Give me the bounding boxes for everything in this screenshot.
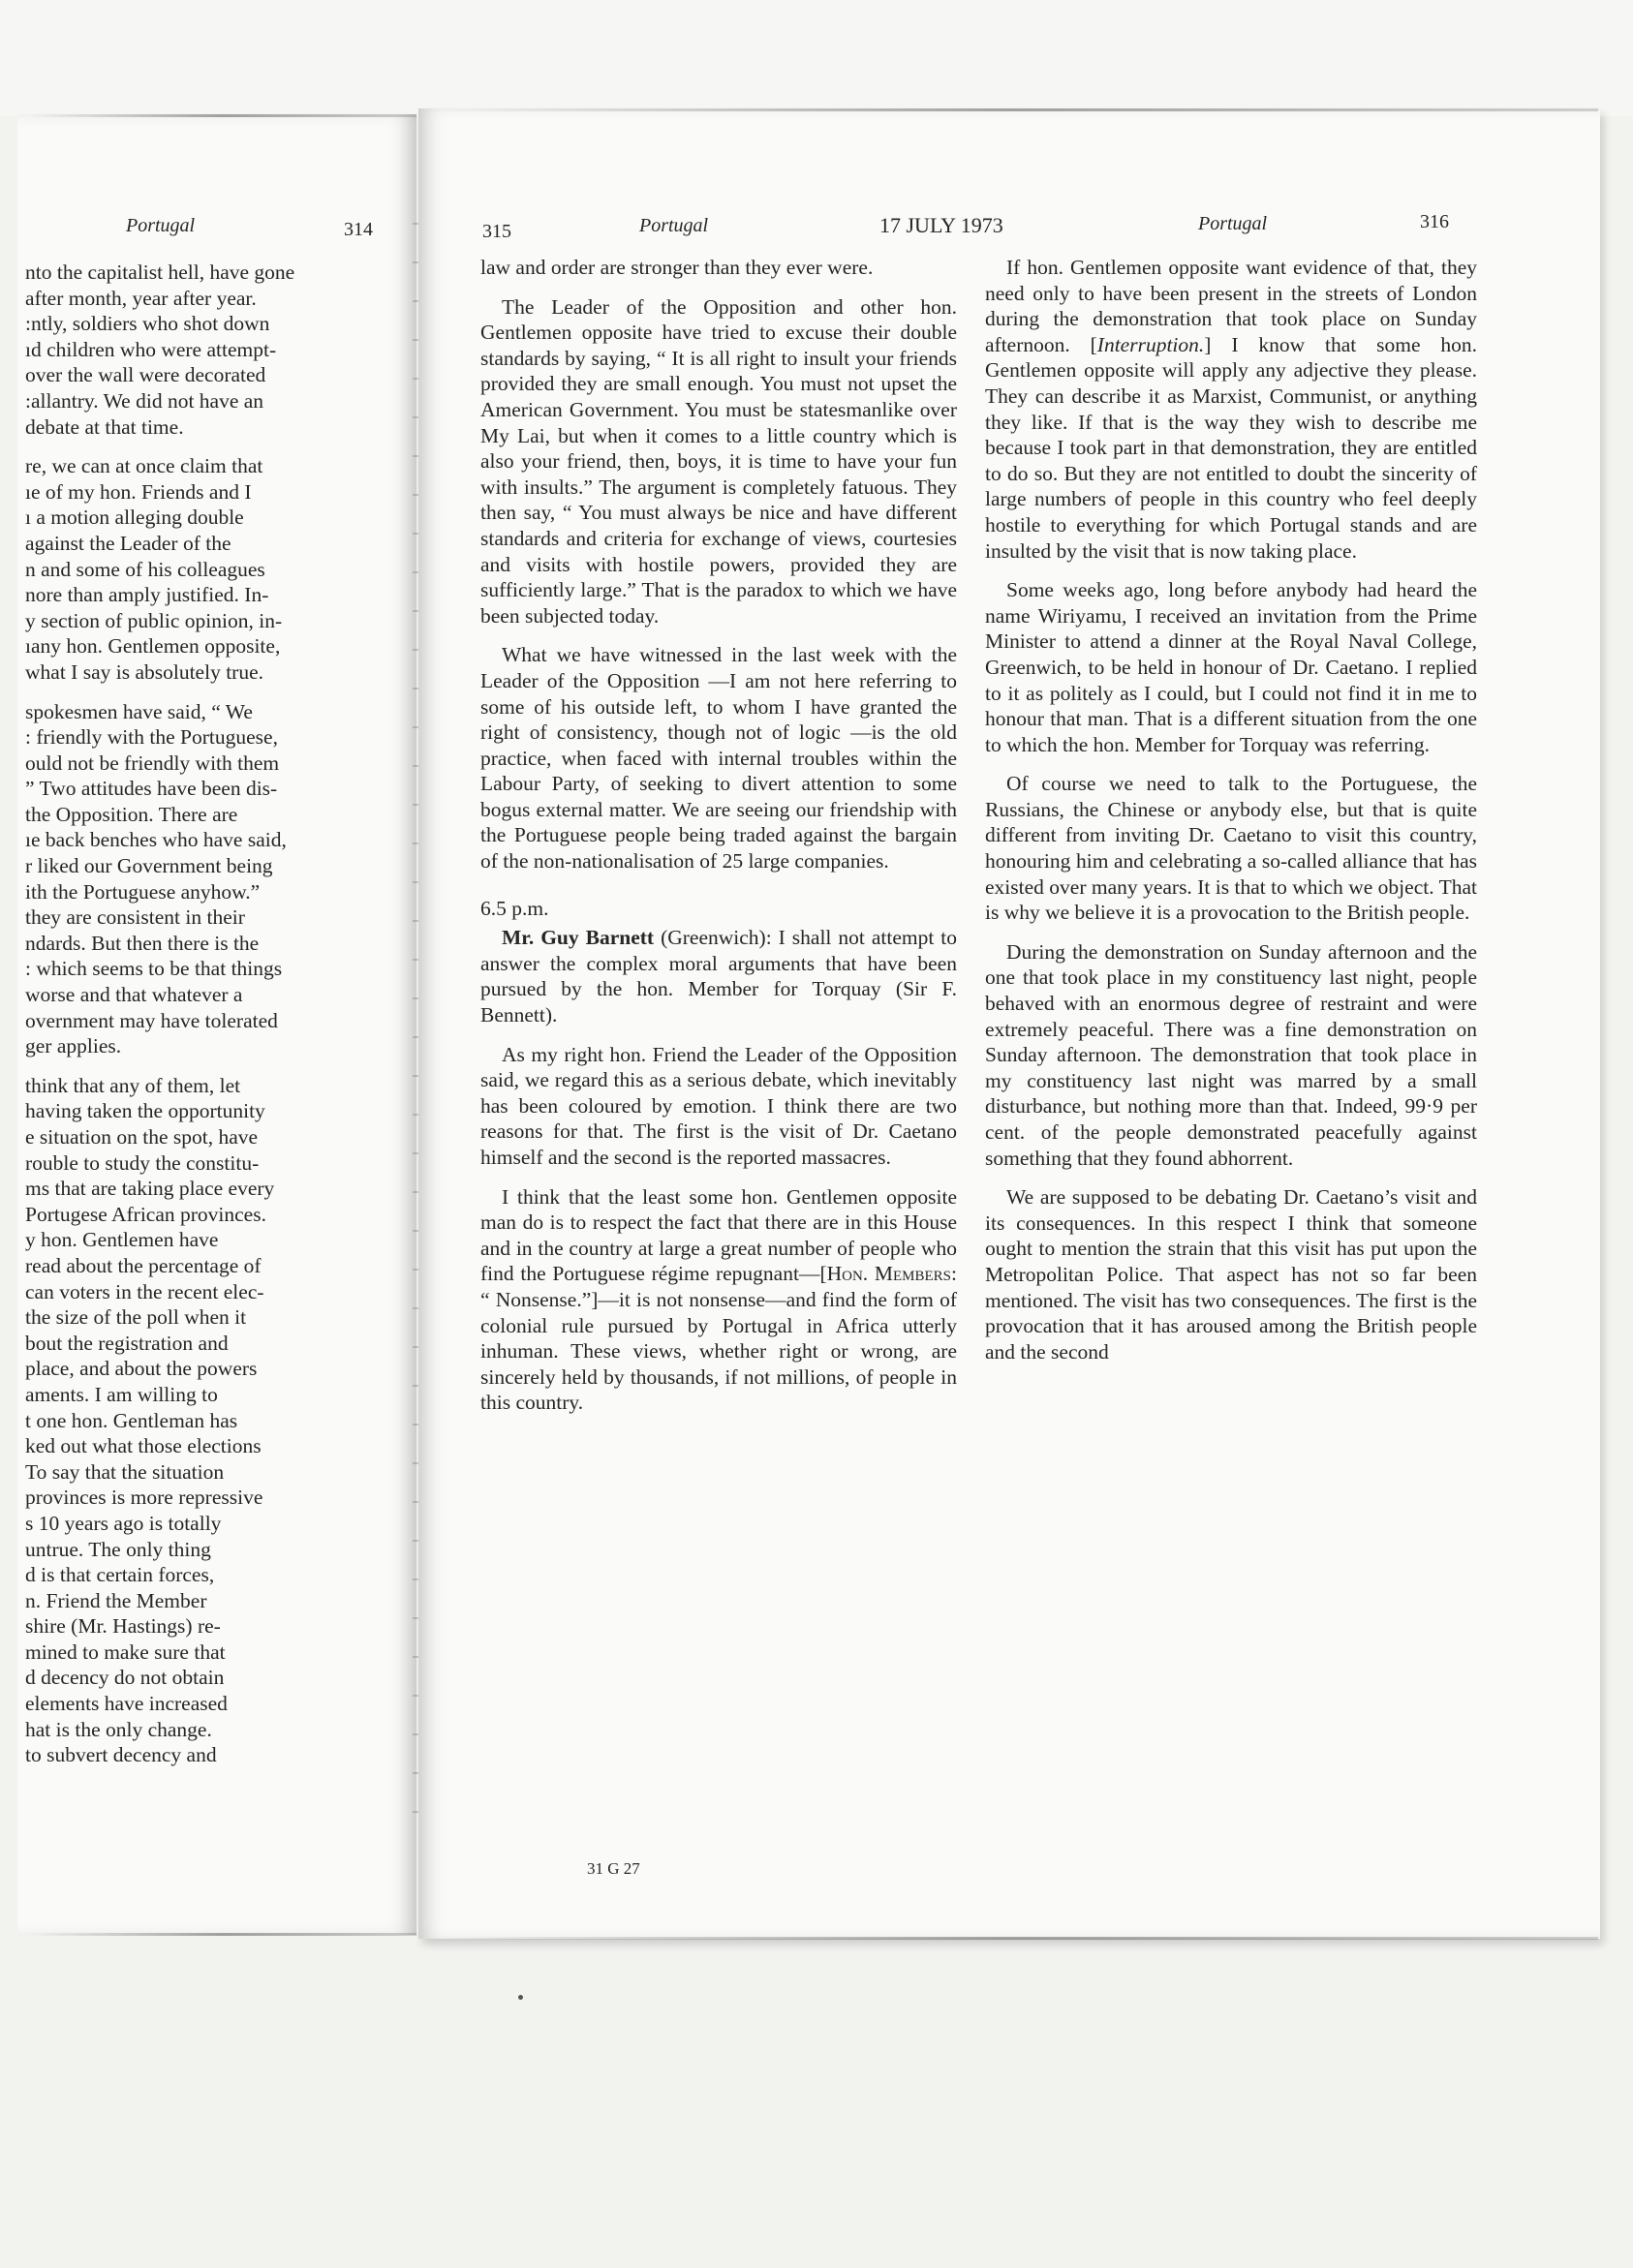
text-line: after month, year after year. <box>25 286 257 310</box>
text-line: ould not be friendly with them <box>25 751 280 775</box>
left-page-bottom-edge <box>29 1933 416 1936</box>
column-315 <box>480 255 957 1416</box>
text-line: having taken the opportunity <box>25 1099 265 1123</box>
scan-background <box>0 0 1633 116</box>
text-line: think that any of them, let <box>25 1073 241 1097</box>
paragraph-part: If hon. Gentlemen opposite want evidence of that, they need only to have been present in the streets of London during the demonstration that took place on Sunday afternoon. [ <box>985 256 1477 356</box>
text-line: mined to make sure that <box>25 1640 226 1664</box>
paragraph: We are supposed to be debating Dr. Caetano’s visit and its consequences. In this respect I think that someone ought to mention the strain that this visit has put upon the Metropolitan Police. That aspect has not so far been mentioned. The visit has two consequences. The first is the provocation that it has aroused among the British people and the second <box>985 1185 1477 1364</box>
text-line: ms that are taking place every <box>25 1177 275 1201</box>
paragraph: Some weeks ago, long before anybody had heard the name Wiriyamu, I received an invitation from the Prime Minister to attend a dinner at the Royal Naval College, Greenwich, to be held in honour of Dr. Caetano. I replied to it as politely as I could, but I could not find it in me to honour that man. That is a different situation from the one to which the hon. Member for Torquay was referring. <box>985 578 1477 756</box>
text-line: to subvert decency and <box>25 1743 217 1767</box>
text-line: rouble to study the constitu- <box>25 1150 260 1175</box>
text-line: d decency do not obtain <box>25 1666 225 1690</box>
text-line: bout the registration and <box>25 1331 229 1355</box>
text-line: ger applies. <box>25 1034 122 1058</box>
paragraph: During the demonstration on Sunday afternoon and the one that took place in my constituency last night, people behaved with an enormous degree of restraint and were extremely peaceful. There was a fine demonstration on Sunday afternoon. The demonstration that took place in my constituency last night was marred by a small disturbance, but nothing more than that. Indeed, 99·9 per cent. of the people demonstrated peacefully against something that they found abhorrent. <box>985 939 1477 1170</box>
text-line: s 10 years ago is totally <box>25 1511 222 1535</box>
column-316 <box>985 255 1477 1364</box>
text-line: the size of the poll when it <box>25 1305 247 1330</box>
text-line: :allantry. We did not have an <box>25 388 264 413</box>
text-line: e situation on the spot, have <box>25 1125 259 1149</box>
text-line: shire (Mr. Hastings) re- <box>25 1614 221 1639</box>
paragraph-with-interruption <box>985 255 1477 564</box>
right-page-top-edge <box>426 108 1598 111</box>
text-line: ıany hon. Gentlemen opposite, <box>25 634 281 659</box>
text-line: untrue. The only thing <box>25 1537 211 1561</box>
speaker-name: Mr. Guy Barnett <box>502 926 655 950</box>
left-page-text-column <box>25 260 374 1768</box>
left-page-column-number: 314 <box>344 219 373 240</box>
text-line: aments. I am willing to <box>25 1382 218 1406</box>
text-line: d is that certain forces, <box>25 1563 215 1587</box>
paragraph-part: ] I know that some hon. Gentlemen opposite will apply any adjective they please. They can describe it as Marxist, Communist, or anything they like. If that is the way they wish to describe me because I took part in that demonstration, they are entitled to do so. But they are not entitled to doubt the sincerity of large numbers of people in this country who feel deeply hostile to everything for which Portugal stands and are insulted by the visit that is now taking place. <box>985 332 1477 563</box>
left-page-top-edge <box>29 114 416 117</box>
text-line: elements have increased <box>25 1692 228 1716</box>
printer-signature: 31 G 27 <box>587 1859 640 1878</box>
left-page-title: Portugal <box>126 215 196 236</box>
text-line: can voters in the recent elec- <box>25 1279 264 1303</box>
text-line: nto the capitalist hell, have gone <box>25 261 295 284</box>
speech-opening <box>480 925 957 1027</box>
text-line: against the Leader of the <box>25 531 231 555</box>
text-line: ked out what those elections <box>25 1434 262 1458</box>
paragraph-gap <box>25 440 374 453</box>
text-line: ith the Portuguese anyhow.” <box>25 879 261 904</box>
speaker-constituency: (Greenwich): <box>661 926 772 950</box>
interjection: Hon. Members <box>826 1262 952 1286</box>
text-line: : which seems to be that things <box>25 957 283 981</box>
speech-text: I shall not attempt to answer the complex moral arguments that have been pursued by the hon. Member for Torquay (Sir F. Bennett). <box>480 926 958 1027</box>
paragraph: Of course we need to talk to the Portuguese, the Russians, the Chinese or anybody else, but that is quite different from inviting Dr. Caetano to visit this country, honouring him and celebrating a so-called alliance that has existed over many years. It is that to which we object. That is why we believe it is a provocation to the British people. <box>985 772 1477 925</box>
text-line: ıe of my hon. Friends and I <box>25 479 252 504</box>
paragraph: The Leader of the Opposition and other hon. Gentlemen opposite have tried to excuse their double standards by saying, “ It is all right to insult your friends provided they are small enough. You must not upset the American Government. You must be statesmanlike over My Lai, but when it comes to a little country which is also your friend, then, boys, it is time to have your fun with insults.” The argument is completely fatuous. They then say, “ You must always be nice and have different standards and criteria for exchange of views, courtesies and visits with hostile powers, provided they are sufficiently large.” That is the paradox to which we have been subjected today. <box>480 294 957 628</box>
text-line: read about the percentage of <box>25 1253 262 1277</box>
text-line: worse and that whatever a <box>25 983 243 1007</box>
text-line: the Opposition. There are <box>25 802 238 826</box>
text-line: : friendly with the Portuguese, <box>25 725 278 750</box>
paragraph-part: : “ Nonsense.”]—it is not nonsense—and find the form of colonial rule pursued by Portugal in Africa utterly inhuman. These views, whether right or wrong, are sincerely held by thousands, if not millions, of people in this country. <box>480 1262 958 1415</box>
text-line: ” Two attitudes have been dis- <box>25 777 278 801</box>
text-line: y hon. Gentlemen have <box>25 1228 219 1252</box>
time-stamp: 6.5 p.m. <box>480 896 549 920</box>
text-line: t one hon. Gentleman has <box>25 1408 238 1432</box>
text-line: ıd children who were attempt- <box>25 337 277 361</box>
interruption: Interruption. <box>1096 332 1205 356</box>
text-line: ı a motion alleging double <box>25 506 244 530</box>
sitting-date: 17 JULY 1973 <box>879 213 1003 237</box>
text-line: n and some of his colleagues <box>25 557 265 581</box>
text-line: y section of public opinion, in- <box>25 608 283 632</box>
paragraph: What we have witnessed in the last week with the Leader of the Opposition —I am not here referring to some of his outside left, to whom I have granted the right of consistency, though not of logic —is the old practice, when faced with internal troubles within the Labour Party, of seeking to divert attention to some bogus external matter. We are seeing our friendship with the Portuguese people being traded against the bargain of the non-nationalisation of 25 large companies. <box>480 643 957 873</box>
column-number-315: 315 <box>482 221 511 242</box>
text-line: ndards. But then there is the <box>25 931 260 955</box>
text-line: Portugese African provinces. <box>25 1202 266 1226</box>
text-line: debate at that time. <box>25 414 184 439</box>
text-line: spokesmen have said, “ We <box>25 699 253 723</box>
speck <box>518 1995 523 2000</box>
paragraph-with-interjection <box>480 1184 957 1416</box>
paragraph: law and order are stronger than they ever were. <box>480 256 874 279</box>
left-page-header <box>126 215 195 237</box>
paragraph-part: I think that the least some hon. Gentlemen opposite man do is to respect the fact that there are in this House and in the country at large a great number of people who find the Portuguese régime repugnant—[ <box>480 1184 957 1286</box>
text-line: over the wall were decorated <box>25 363 266 387</box>
text-line: n. Friend the Member <box>25 1588 207 1612</box>
text-line: they are consistent in their <box>25 905 245 930</box>
text-line: place, and about the powers <box>25 1357 258 1381</box>
right-page-title-right: Portugal <box>1198 213 1268 234</box>
right-page-title-left: Portugal <box>639 215 709 236</box>
text-line: :ntly, soldiers who shot down <box>25 312 270 336</box>
text-line: ıe back benches who have said, <box>25 828 287 852</box>
text-line: provinces is more repressive <box>25 1486 263 1510</box>
text-line: To say that the situation <box>25 1459 225 1484</box>
text-line: nore than amply justified. In- <box>25 583 269 607</box>
text-line: hat is the only change. <box>25 1717 212 1741</box>
paragraph: As my right hon. Friend the Leader of the Opposition said, we regard this as a serious debate, which inevitably has been coloured by emotion. I think there are two reasons for that. The first is the visit of Dr. Caetano himself and the second is the reported massacres. <box>480 1042 957 1169</box>
text-line: re, we can at once claim that <box>25 454 263 478</box>
paragraph-gap <box>25 1059 374 1073</box>
column-number-316: 316 <box>1420 211 1449 232</box>
right-page-bottom-edge <box>426 1937 1598 1940</box>
text-line: overnment may have tolerated <box>25 1008 278 1032</box>
paragraph-gap <box>25 686 374 699</box>
text-line: r liked our Government being <box>25 854 273 878</box>
text-line: what I say is absolutely true. <box>25 659 264 684</box>
